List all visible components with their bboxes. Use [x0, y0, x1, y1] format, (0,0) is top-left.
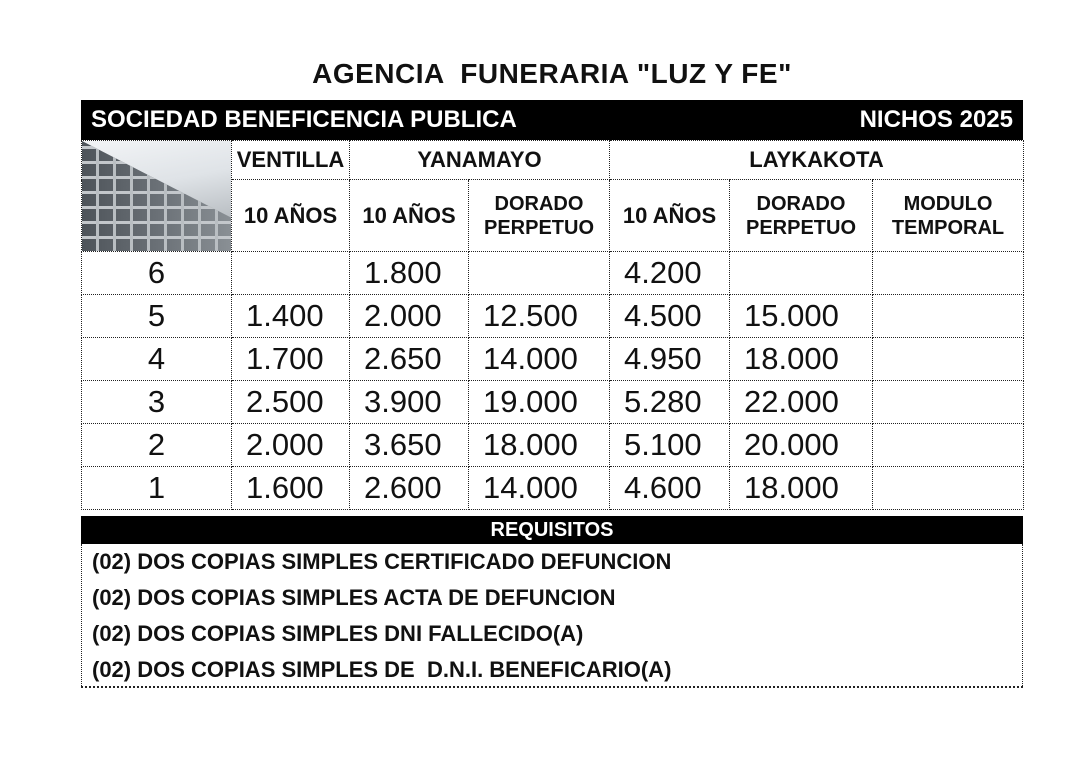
laykakota-modulo-price	[873, 381, 1024, 424]
level-cell: 6	[82, 252, 232, 295]
page-title: AGENCIA FUNERARIA "LUZ Y FE"	[312, 58, 792, 89]
level-cell: 2	[82, 424, 232, 467]
laykakota-dorado-price: 22.000	[730, 381, 873, 424]
table-row	[82, 424, 1024, 467]
header-left-label: SOCIEDAD BENEFICENCIA PUBLICA	[91, 106, 517, 133]
table-row	[82, 467, 1024, 510]
header-right-label: NICHOS 2025	[859, 106, 1013, 133]
yanamayo-dorado-price	[469, 252, 610, 295]
ventilla-10-price: 2.500	[232, 381, 350, 424]
laykakota-modulo-price	[873, 467, 1024, 510]
laykakota-dorado-price: 20.000	[730, 424, 873, 467]
sub-laykakota-dorado: DORADO PERPETUO	[730, 180, 873, 252]
sub-laykakota-modulo: MODULO TEMPORAL	[873, 180, 1024, 252]
ventilla-10-price: 1.400	[232, 295, 350, 338]
price-table	[81, 140, 1024, 510]
table-row	[82, 295, 1024, 338]
yanamayo-dorado-price: 12.500	[469, 295, 610, 338]
table-row	[82, 252, 1024, 295]
list-item: (02) DOS COPIAS SIMPLES DNI FALLECIDO(A)	[92, 621, 584, 646]
yanamayo-10-price: 2.600	[350, 467, 469, 510]
requisitos-title: REQUISITOS	[81, 516, 1023, 544]
sub-laykakota-10: 10 AÑOS	[610, 180, 730, 252]
requisitos-list	[81, 544, 1023, 688]
group-laykakota: LAYKAKOTA	[610, 141, 1024, 180]
sub-yanamayo-dorado: DORADO PERPETUO	[469, 180, 610, 252]
yanamayo-10-price: 3.900	[350, 381, 469, 424]
yanamayo-10-price: 3.650	[350, 424, 469, 467]
group-yanamayo: YANAMAYO	[350, 141, 610, 180]
laykakota-modulo-price	[873, 252, 1024, 295]
laykakota-modulo-price	[873, 295, 1024, 338]
table-row	[82, 381, 1024, 424]
group-ventilla: VENTILLA	[232, 141, 350, 180]
laykakota-10-price: 5.280	[610, 381, 730, 424]
laykakota-modulo-price	[873, 424, 1024, 467]
laykakota-10-price: 4.950	[610, 338, 730, 381]
laykakota-10-price: 4.200	[610, 252, 730, 295]
yanamayo-10-price: 1.800	[350, 252, 469, 295]
laykakota-dorado-price: 18.000	[730, 467, 873, 510]
sub-yanamayo-10: 10 AÑOS	[350, 180, 469, 252]
laykakota-10-price: 4.600	[610, 467, 730, 510]
ventilla-10-price: 1.700	[232, 338, 350, 381]
list-item: (02) DOS COPIAS SIMPLES DE D.N.I. BENEFICARIO(A)	[92, 657, 672, 682]
yanamayo-10-price: 2.650	[350, 338, 469, 381]
level-cell: 3	[82, 381, 232, 424]
laykakota-dorado-price	[730, 252, 873, 295]
level-cell: 4	[82, 338, 232, 381]
laykakota-dorado-price: 15.000	[730, 295, 873, 338]
ventilla-10-price: 1.600	[232, 467, 350, 510]
niche-wall-photo	[82, 141, 232, 252]
yanamayo-dorado-price: 14.000	[469, 467, 610, 510]
sub-ventilla-10: 10 AÑOS	[232, 180, 350, 252]
yanamayo-10-price: 2.000	[350, 295, 469, 338]
yanamayo-dorado-price: 19.000	[469, 381, 610, 424]
laykakota-modulo-price	[873, 338, 1024, 381]
laykakota-dorado-price: 18.000	[730, 338, 873, 381]
ventilla-10-price: 2.000	[232, 424, 350, 467]
header-bar	[81, 100, 1023, 140]
table-row	[82, 338, 1024, 381]
level-cell: 5	[82, 295, 232, 338]
list-item: (02) DOS COPIAS SIMPLES ACTA DE DEFUNCION	[92, 585, 616, 610]
ventilla-10-price	[232, 252, 350, 295]
level-cell: 1	[82, 467, 232, 510]
list-item: (02) DOS COPIAS SIMPLES CERTIFICADO DEFUNCION	[92, 549, 672, 574]
yanamayo-dorado-price: 18.000	[469, 424, 610, 467]
yanamayo-dorado-price: 14.000	[469, 338, 610, 381]
laykakota-10-price: 4.500	[610, 295, 730, 338]
laykakota-10-price: 5.100	[610, 424, 730, 467]
